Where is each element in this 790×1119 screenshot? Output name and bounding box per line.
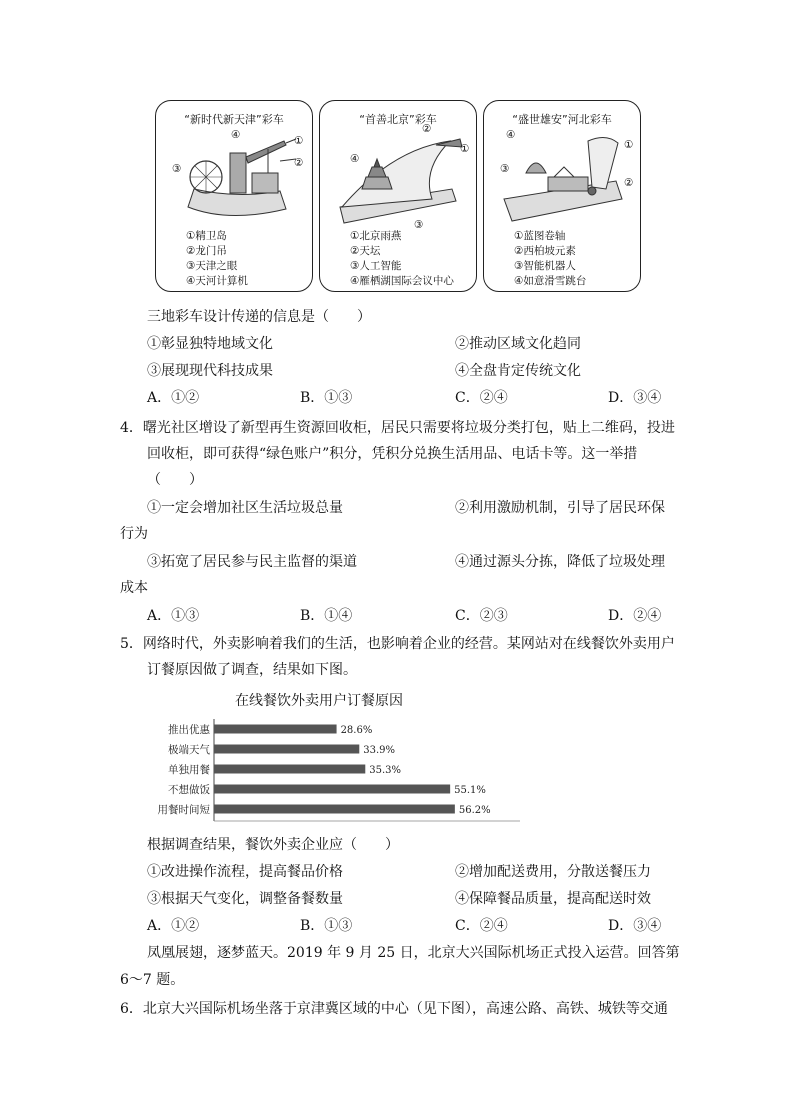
q5-stem-line1: 5．网络时代，外卖影响着我们的生活，也影响着企业的经营。某网站对在线餐饮外卖用户 bbox=[120, 636, 675, 652]
callout-4: ④ bbox=[350, 153, 360, 165]
callout-4: ④ bbox=[231, 129, 241, 141]
q3-option-b[interactable]: B．①③ bbox=[300, 390, 353, 406]
callout-4: ④ bbox=[506, 129, 516, 141]
q4-stem-line2: 回收柜，即可获得“绿色账户”积分，凭积分兑换生活用品、电话卡等。这一举措 bbox=[147, 446, 638, 462]
panel-legend bbox=[514, 229, 586, 289]
q5-question: 根据调查结果，餐饮外卖企业应（ ） bbox=[147, 837, 399, 853]
bar bbox=[214, 725, 337, 734]
bar-value-label: 55.1% bbox=[454, 785, 486, 796]
tianjin-float-illustration bbox=[168, 129, 302, 225]
callout-3: ③ bbox=[172, 163, 182, 175]
q4-option-a[interactable]: A．①③ bbox=[147, 608, 200, 624]
panel-title: “新时代新天津”彩车 bbox=[184, 113, 284, 126]
bar bbox=[214, 745, 359, 754]
panel-legend bbox=[350, 229, 454, 289]
q4-option-c[interactable]: C．②③ bbox=[455, 608, 508, 624]
q5-statement-4: ④保障餐品质量，提高配送时效 bbox=[455, 891, 651, 907]
legend-item: ④雁栖湖国际会议中心 bbox=[350, 275, 454, 287]
callout-3: ③ bbox=[500, 163, 510, 175]
bar-value-label: 33.9% bbox=[363, 745, 396, 756]
legend-item: ②龙门吊 bbox=[186, 245, 227, 257]
legend-item: ③智能机器人 bbox=[514, 260, 576, 272]
callout-1: ① bbox=[624, 139, 634, 151]
q4-statement-1: ①一定会增加社区生活垃圾总量 bbox=[147, 500, 343, 516]
legend-item: ④如意滑雪跳台 bbox=[514, 275, 587, 287]
hebei-float-illustration bbox=[496, 129, 630, 225]
bar-value-label: 56.2% bbox=[458, 805, 491, 816]
legend-item: ②天坛 bbox=[350, 245, 381, 257]
legend-item: ②西柏坡元素 bbox=[514, 245, 576, 257]
callout-1: ① bbox=[294, 135, 304, 147]
bar-value-label: 35.3% bbox=[369, 765, 402, 776]
chart-title: 在线餐饮外卖用户订餐原因 bbox=[235, 693, 403, 709]
q5-statement-3: ③根据天气变化，调整备餐数量 bbox=[147, 891, 343, 907]
q5-statement-1: ①改进操作流程，提高餐品价格 bbox=[147, 864, 343, 880]
callout-2: ② bbox=[294, 157, 304, 169]
callout-1: ① bbox=[460, 143, 470, 155]
callout-3: ③ bbox=[414, 219, 424, 231]
order-reasons-bar-chart bbox=[140, 715, 520, 827]
beijing-float-panel bbox=[319, 100, 477, 292]
q6-stem-line1: 6．北京大兴国际机场坐落于京津冀区域的中心（见下图），高速公路、高铁、城铁等交通 bbox=[120, 1001, 668, 1017]
bar-value-label: 28.6% bbox=[340, 725, 373, 736]
q3-statement-1: ①彰显独特地域文化 bbox=[147, 336, 273, 352]
q5-stem-line2: 订餐原因做了调查，结果如下图。 bbox=[147, 662, 357, 678]
category-label: 推出优惠 bbox=[168, 724, 210, 736]
legend-item: ④天河计算机 bbox=[186, 275, 248, 287]
q4-option-b[interactable]: B．①④ bbox=[300, 608, 353, 624]
q3-statement-4: ④全盘肯定传统文化 bbox=[455, 363, 581, 379]
legend-item: ③人工智能 bbox=[350, 260, 402, 272]
q4-statement-2-cont: 行为 bbox=[120, 526, 148, 542]
q4-statement-4: ④通过源头分拣，降低了垃圾处理 bbox=[455, 554, 665, 570]
q3-option-d[interactable]: D．③④ bbox=[608, 390, 662, 406]
category-label: 单独用餐 bbox=[168, 764, 210, 776]
intro-line2: 6～7 题。 bbox=[120, 972, 185, 988]
q4-statement-2: ②利用激励机制，引导了居民环保 bbox=[455, 500, 665, 516]
category-label: 用餐时间短 bbox=[157, 804, 210, 816]
q5-statement-2: ②增加配送费用，分散送餐压力 bbox=[455, 864, 651, 880]
q4-statement-4-cont: 成本 bbox=[120, 580, 148, 596]
q5-option-b[interactable]: B．①③ bbox=[300, 918, 353, 934]
hebei-float-panel bbox=[483, 100, 641, 292]
legend-item: ①精卫岛 bbox=[186, 230, 227, 242]
q3-option-c[interactable]: C．②④ bbox=[455, 390, 508, 406]
intro-line1: 凤凰展翅，逐梦蓝天。2019 年 9 月 25 日，北京大兴国际机场正式投入运营。回答第 bbox=[147, 945, 680, 961]
category-label: 不想做饭 bbox=[168, 784, 210, 796]
legend-item: ①蓝图卷轴 bbox=[514, 230, 566, 242]
q4-statement-3: ③拓宽了居民参与民主监督的渠道 bbox=[147, 554, 357, 570]
float-panels bbox=[155, 100, 641, 295]
callout-2: ② bbox=[624, 177, 634, 189]
q3-statement-2: ②推动区域文化趋同 bbox=[455, 336, 581, 352]
legend-item: ③天津之眼 bbox=[186, 260, 238, 272]
q3-stem: 三地彩车设计传递的信息是（ ） bbox=[147, 309, 371, 325]
tianjin-float-panel bbox=[155, 100, 313, 292]
q3-statement-3: ③展现现代科技成果 bbox=[147, 363, 273, 379]
bar bbox=[214, 805, 455, 814]
q4-stem-line1: 4．曙光社区增设了新型再生资源回收柜，居民只需要将垃圾分类打包，贴上二维码，投进 bbox=[120, 420, 675, 436]
bar bbox=[214, 785, 450, 794]
q5-option-a[interactable]: A．①② bbox=[147, 918, 200, 934]
callout-2: ② bbox=[422, 123, 432, 135]
q4-stem-line3: （ ） bbox=[147, 472, 203, 488]
panel-legend bbox=[186, 229, 248, 289]
q5-option-c[interactable]: C．②④ bbox=[455, 918, 508, 934]
q4-option-d[interactable]: D．②④ bbox=[608, 608, 662, 624]
panel-title: “首善北京”彩车 bbox=[359, 113, 437, 126]
q5-option-d[interactable]: D．③④ bbox=[608, 918, 662, 934]
panel-title: “盛世雄安”河北彩车 bbox=[512, 113, 612, 126]
beijing-float-illustration bbox=[332, 129, 466, 225]
bar bbox=[214, 765, 365, 774]
q3-option-a[interactable]: A．①② bbox=[147, 390, 200, 406]
category-label: 极端天气 bbox=[168, 744, 210, 756]
legend-item: ①北京雨燕 bbox=[350, 230, 402, 242]
